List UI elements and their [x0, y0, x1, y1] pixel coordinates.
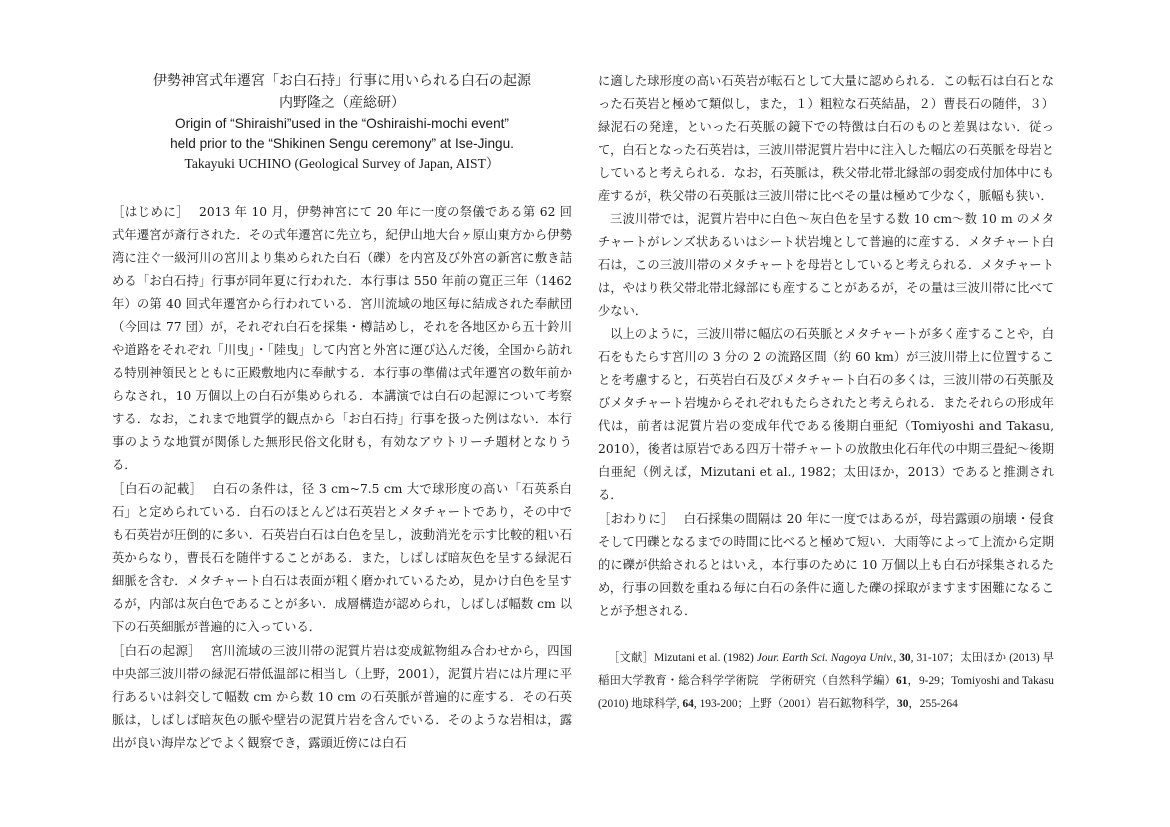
intro-text: 2013 年 10 月，伊勢神宮にて 20 年に一度の祭儀である第 62 回式年遷宮が斎行された．その式年遷宮に先立ち，紀伊山地大台ヶ原山東方から伊勢湾に注ぐ一級河川の宮川より集められた白石（礫）を内宮及び外宮の新宮に敷き詰める「お白石持」行事が同年夏に行われた．本行事は 550 年前の寛正三年（1462 年）の第 40 回式年遷宮から行われている．宮川流域の地区毎に結成された奉献団（今回は 77 団）が，それぞれ白石を採集・樽詰めし，それを各地区から五十鈴川や道路をそれぞれ「川曳」・「陸曳」して内宮と外宮に運び込んだ後，全国から訪れる特別神領民とともに正殿敷地内に奉献する．本行事の準備は式年遷宮の数年前からなされ，10 万個以上の白石が集められる．本講演では白石の起源について考察する．なお，これまで地質学的観点から「お白石持」行事を扱った例はない．本行事のような地質が関係した無形民俗文化財も，有効なアウトリーチ題材となりうる．: [112, 205, 572, 472]
intro-heading: ［はじめに］: [112, 204, 190, 219]
metachert-paragraph: 三波川帯では，泥質片岩中に白色～灰白色を呈する数 10 cm～数 10 m のメタチャートがレンズ状あるいはシート状岩塊として普遍的に産する．メタチャート白石は，この三波川帯のメタチャートを母岩としていると考えられる．メタチャートは，やはり秩父帯北帯北縁部にも産することがあるが，その量は三波川帯に比べて少ない．: [598, 212, 1054, 318]
intro-paragraph: [112, 200, 572, 477]
references-label: ［文献］: [608, 652, 655, 664]
english-title-line-2: held prior to the “Shikinen Sengu ceremony” at Ise-Jingu.: [170, 136, 514, 151]
volume-number: 30: [899, 652, 911, 664]
summary-paragraph: 以上のように，三波川帯に幅広の石英脈とメタチャートが多く産することや，白石をもたらす宮川の 3 分の 2 の流路区間（約 60 km）が三波川帯上に位置することを考慮すると，石英岩白石及びメタチャート白石の多くは，三波川帯の石英脈及びメタチャート岩塊からそれぞれもたらされたと考えられる．またそれらの形成年代は，前者は泥質片岩の変成年代である後期白亜紀（Tomiyoshi and Takasu, 2010），後者は原岩である四万十帯チャートの放散虫化石年代の中期三畳紀～後期白亜紀（例えば，Mizutani et al., 1982；太田ほか，2013）であると推測される．: [598, 327, 1054, 502]
references: [598, 647, 1054, 716]
reference-text: ，255-264: [908, 698, 958, 710]
description-text: 白石の条件は，径 3 cm~7.5 cm 大で球形度の高い「石英系白石」と定められている．白石のほとんどは石英岩とメタチャートであり，その中でも石英岩が圧倒的に多い．石英岩白石は白色を呈し，波動消光を示す比較的粗い石英からなり，曹長石を随伴することがある．また，しばしば暗灰色を呈する緑泥石細脈を含む．メタチャート白石は表面が粗く磨かれているため，見かけ白色を呈するが，内部は灰白色であることが多い．成層構造が認められ，しばしば幅数 cm 以下の石英細脈が普遍的に入っている．: [112, 482, 572, 634]
conclusion-text: 白石採集の間隔は 20 年に一度ではあるが，母岩露頭の崩壊・侵食そして円礫となるまでの時間に比べると極めて短い．大雨等によって上流から定期的に礫が供給されるとはいえ，本行事のために 10 万個以上も白石が採集されるため，行事の回数を重ねる毎に白石の条件に適した礫の採取がますます困難になることが予想される．: [598, 512, 1054, 618]
volume-number: 30: [897, 698, 909, 710]
right-column: [598, 70, 1054, 716]
reference-text: ,: [893, 652, 900, 664]
volume-number: 61: [896, 675, 908, 687]
origin-text: 宮川流域の三波川帯の泥質片岩は変成鉱物組み合わせから，四国中央部三波川帯の緑泥石帯低温部に相当し（上野，2001），泥質片岩には片理に平行あるいは斜交して幅数 cm から数 10 cm の石英脈が普遍的に産する．その石英脈は，しばしば暗灰色の脈や壁岩の泥質片岩を含んでいる．そのような岩相は，露出が良い海岸などでよく観察でき，露頭近傍には白石: [112, 644, 572, 750]
origin-paragraph: [112, 639, 572, 755]
english-title-line-1: Origin of “Shiraishi”used in the “Oshiraishi-mochi event”: [175, 116, 509, 131]
description-heading: ［白石の記載］: [112, 481, 203, 496]
title-block: [112, 70, 572, 174]
journal-name: Jour. Earth Sci. Nagoya Univ.: [756, 652, 894, 664]
conclusion-paragraph: [598, 507, 1054, 623]
conclusion-heading: ［おわりに］: [598, 511, 674, 526]
japanese-title: 伊勢神宮式年遷宮「お白石持」行事に用いられる白石の起源: [153, 73, 531, 89]
origin-heading: ［白石の起源］: [112, 643, 201, 658]
reference-text: , 193-200；上野（2001）岩石鉱物科学，: [693, 698, 898, 710]
volume-number: 64: [682, 698, 694, 710]
reference-text: Mizutani et al. (1982): [654, 652, 757, 664]
reference-text: ，9-29；Tomiyoshi and Takasu (2010) 地球科学,: [598, 675, 1054, 710]
left-column: [112, 70, 572, 755]
english-author: Takayuki UCHINO (Geological Survey of Japan, AIST）: [184, 156, 500, 171]
description-paragraph: [112, 477, 572, 639]
reference-text: , 31-107；太田ほか (2013) 早稲田大学教育・総合科学学術院 学術研究（自然科学編）: [598, 652, 1054, 687]
japanese-author: 内野隆之（産総研）: [279, 95, 405, 111]
origin-continued-paragraph: に適した球形度の高い石英岩が転石として大量に認められる．この転石は白石となった石英岩と極めて類似し，また，１）粗粒な石英結晶，２）曹長石の随伴，３）緑泥石の発達，といった石英脈の鏡下での特徴は白石のものと差異はない．従って，白石となった石英岩は，三波川帯泥質片岩中に注入した幅広の石英脈を母岩としていると考えられる．なお，石英脈は，秩父帯北帯北縁部の弱変成付加体中にも産するが，秩父帯の石英脈は三波川帯に比べその量は極めて少なく，脈幅も狭い．: [598, 74, 1054, 203]
